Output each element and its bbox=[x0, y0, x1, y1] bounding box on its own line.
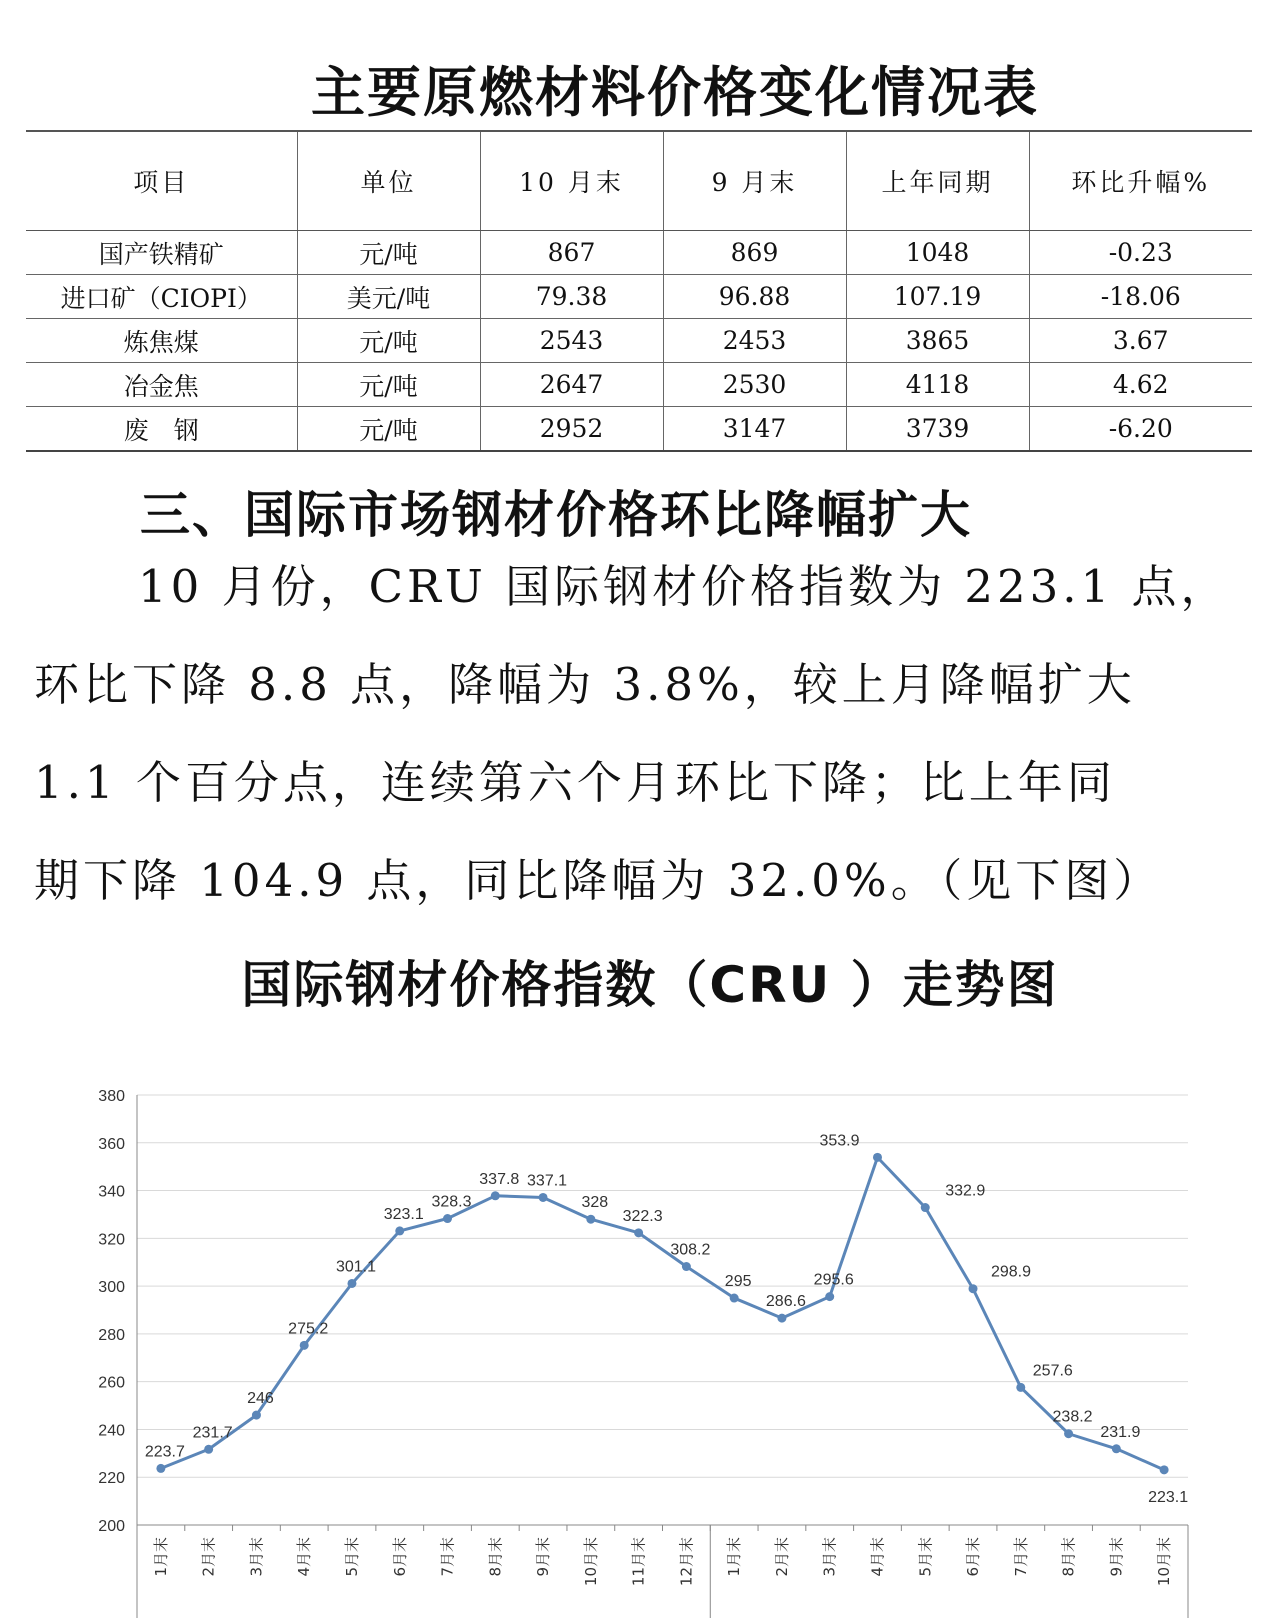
data-label: 298.9 bbox=[990, 1263, 1032, 1281]
y-tick-label: 340 bbox=[98, 1183, 125, 1201]
chart-title: 国际钢材价格指数（CRU ）走势图 bbox=[241, 956, 1059, 1014]
body-paragraph bbox=[34, 538, 1256, 930]
x-tick-label: 10月末 bbox=[1155, 1537, 1174, 1587]
cell-last-year: 3865 bbox=[846, 319, 1029, 363]
header-sep-end: 9 月末 bbox=[663, 131, 846, 231]
data-point bbox=[634, 1228, 643, 1237]
data-point bbox=[586, 1215, 595, 1224]
x-tick-label: 5月末 bbox=[916, 1537, 935, 1577]
data-label: 301.1 bbox=[335, 1258, 377, 1276]
data-point bbox=[730, 1294, 739, 1303]
data-label: 257.6 bbox=[1032, 1362, 1073, 1380]
cell-last-year: 107.19 bbox=[846, 275, 1029, 319]
table-row bbox=[26, 275, 1252, 319]
paragraph-line: 1.1 个百分点，连续第六个月环比下降；比上年同 bbox=[34, 756, 1116, 809]
data-point bbox=[395, 1226, 404, 1235]
x-tick-label: 7月末 bbox=[1011, 1537, 1030, 1577]
x-tick-label: 6月末 bbox=[390, 1537, 409, 1577]
y-tick-label: 300 bbox=[98, 1279, 125, 1297]
data-label: 328.3 bbox=[431, 1193, 472, 1211]
data-point bbox=[1112, 1444, 1121, 1453]
cell-oct: 2543 bbox=[480, 319, 663, 363]
cell-change: -6.20 bbox=[1029, 407, 1252, 452]
cell-unit: 元/吨 bbox=[297, 363, 480, 407]
data-point bbox=[300, 1341, 309, 1350]
y-tick-label: 220 bbox=[98, 1470, 125, 1488]
cell-unit: 美元/吨 bbox=[297, 275, 480, 319]
data-point bbox=[443, 1214, 452, 1223]
header-last-year: 上年同期 bbox=[846, 131, 1029, 231]
cell-sep: 96.88 bbox=[663, 275, 846, 319]
x-tick-label: 3月末 bbox=[247, 1537, 266, 1577]
data-point bbox=[491, 1191, 500, 1200]
y-tick-label: 200 bbox=[98, 1518, 125, 1535]
cell-item: 进口矿（CIOPI） bbox=[26, 275, 297, 319]
data-point bbox=[969, 1284, 978, 1293]
table-row bbox=[26, 407, 1252, 452]
data-label: 223.7 bbox=[144, 1443, 185, 1461]
x-tick-label: 3月末 bbox=[820, 1537, 839, 1577]
data-label: 353.9 bbox=[819, 1132, 860, 1150]
x-tick-label: 1月末 bbox=[151, 1537, 170, 1577]
cell-oct: 2952 bbox=[480, 407, 663, 452]
x-tick-label: 12月末 bbox=[677, 1537, 696, 1587]
data-point bbox=[252, 1411, 261, 1420]
cru-line-chart bbox=[0, 1040, 1280, 1618]
table-row bbox=[26, 319, 1252, 363]
data-point bbox=[1016, 1383, 1025, 1392]
cell-change: -0.23 bbox=[1029, 231, 1252, 275]
data-label: 275.2 bbox=[288, 1320, 329, 1338]
data-point bbox=[825, 1292, 834, 1301]
cell-oct: 867 bbox=[480, 231, 663, 275]
data-label: 337.8 bbox=[479, 1170, 520, 1188]
cell-last-year: 4118 bbox=[846, 363, 1029, 407]
table-row bbox=[26, 231, 1252, 275]
data-label: 295 bbox=[724, 1273, 752, 1291]
data-point bbox=[204, 1445, 213, 1454]
data-label: 337.1 bbox=[527, 1172, 568, 1190]
header-item: 项目 bbox=[26, 131, 297, 231]
series-line bbox=[161, 1157, 1164, 1469]
cell-oct: 79.38 bbox=[480, 275, 663, 319]
cell-sep: 869 bbox=[663, 231, 846, 275]
cell-item: 废 钢 bbox=[26, 407, 297, 452]
y-tick-label: 320 bbox=[98, 1231, 125, 1249]
x-tick-label: 5月末 bbox=[342, 1537, 361, 1577]
data-point bbox=[539, 1193, 548, 1202]
x-tick-label: 11月末 bbox=[629, 1537, 648, 1587]
y-tick-label: 280 bbox=[98, 1326, 125, 1344]
cell-last-year: 3739 bbox=[846, 407, 1029, 452]
cell-item: 炼焦煤 bbox=[26, 319, 297, 363]
table-title: 主要原燃材料价格变化情况表 bbox=[311, 61, 1039, 124]
data-point bbox=[156, 1464, 165, 1473]
header-oct-end: 10 月末 bbox=[480, 131, 663, 231]
cell-unit: 元/吨 bbox=[297, 407, 480, 452]
data-label: 328 bbox=[581, 1194, 609, 1212]
x-tick-label: 9月末 bbox=[534, 1537, 553, 1577]
data-label: 322.3 bbox=[622, 1207, 663, 1225]
price-table bbox=[26, 130, 1252, 452]
paragraph-line: 期下降 104.9 点，同比降幅为 32.0%。（见下图） bbox=[34, 854, 1163, 907]
data-point bbox=[347, 1279, 356, 1288]
header-mom-change: 环比升幅% bbox=[1029, 131, 1252, 231]
cell-sep: 3147 bbox=[663, 407, 846, 452]
y-tick-label: 240 bbox=[98, 1422, 125, 1440]
data-point bbox=[921, 1203, 930, 1212]
data-point bbox=[1064, 1429, 1073, 1438]
x-tick-label: 9月末 bbox=[1107, 1537, 1126, 1577]
table-header-row bbox=[26, 131, 1252, 231]
cell-unit: 元/吨 bbox=[297, 319, 480, 363]
data-point bbox=[873, 1153, 882, 1162]
data-label: 238.2 bbox=[1052, 1408, 1093, 1426]
cell-item: 国产铁精矿 bbox=[26, 231, 297, 275]
data-point bbox=[682, 1262, 691, 1271]
data-point bbox=[1160, 1465, 1169, 1474]
x-tick-label: 7月末 bbox=[438, 1537, 457, 1577]
data-label: 323.1 bbox=[383, 1205, 424, 1223]
data-label: 295.6 bbox=[813, 1271, 854, 1289]
data-label: 332.9 bbox=[945, 1182, 986, 1200]
data-point bbox=[777, 1314, 786, 1323]
x-tick-label: 2月末 bbox=[199, 1537, 218, 1577]
cell-item: 冶金焦 bbox=[26, 363, 297, 407]
x-tick-label: 8月末 bbox=[486, 1537, 505, 1577]
paragraph-line: 环比下降 8.8 点，降幅为 3.8%，较上月降幅扩大 bbox=[34, 658, 1136, 711]
x-tick-label: 10月末 bbox=[581, 1537, 600, 1587]
cell-last-year: 1048 bbox=[846, 231, 1029, 275]
header-unit: 单位 bbox=[297, 131, 480, 231]
y-tick-label: 380 bbox=[98, 1088, 125, 1105]
section-heading: 三、国际市场钢材价格环比降幅扩大 bbox=[140, 486, 972, 544]
cell-change: 3.67 bbox=[1029, 319, 1252, 363]
data-label: 286.6 bbox=[765, 1293, 806, 1311]
x-tick-label: 2月末 bbox=[772, 1537, 791, 1577]
x-tick-label: 8月末 bbox=[1059, 1537, 1078, 1577]
x-tick-label: 4月末 bbox=[868, 1537, 887, 1577]
cell-oct: 2647 bbox=[480, 363, 663, 407]
data-label: 223.1 bbox=[1148, 1488, 1189, 1506]
data-label: 246 bbox=[247, 1390, 274, 1408]
data-label: 308.2 bbox=[670, 1241, 711, 1259]
x-tick-label: 4月末 bbox=[295, 1537, 314, 1577]
x-tick-label: 6月末 bbox=[964, 1537, 983, 1577]
y-tick-label: 360 bbox=[98, 1135, 125, 1153]
data-label: 231.9 bbox=[1100, 1423, 1141, 1441]
paragraph-line: 10 月份，CRU 国际钢材价格指数为 223.1 点， bbox=[138, 560, 1230, 613]
cell-sep: 2530 bbox=[663, 363, 846, 407]
y-tick-label: 260 bbox=[98, 1374, 125, 1392]
x-tick-label: 1月末 bbox=[725, 1537, 744, 1577]
cell-change: 4.62 bbox=[1029, 363, 1252, 407]
cell-change: -18.06 bbox=[1029, 275, 1252, 319]
cell-sep: 2453 bbox=[663, 319, 846, 363]
cell-unit: 元/吨 bbox=[297, 231, 480, 275]
data-label: 231.7 bbox=[192, 1424, 233, 1442]
table-row bbox=[26, 363, 1252, 407]
